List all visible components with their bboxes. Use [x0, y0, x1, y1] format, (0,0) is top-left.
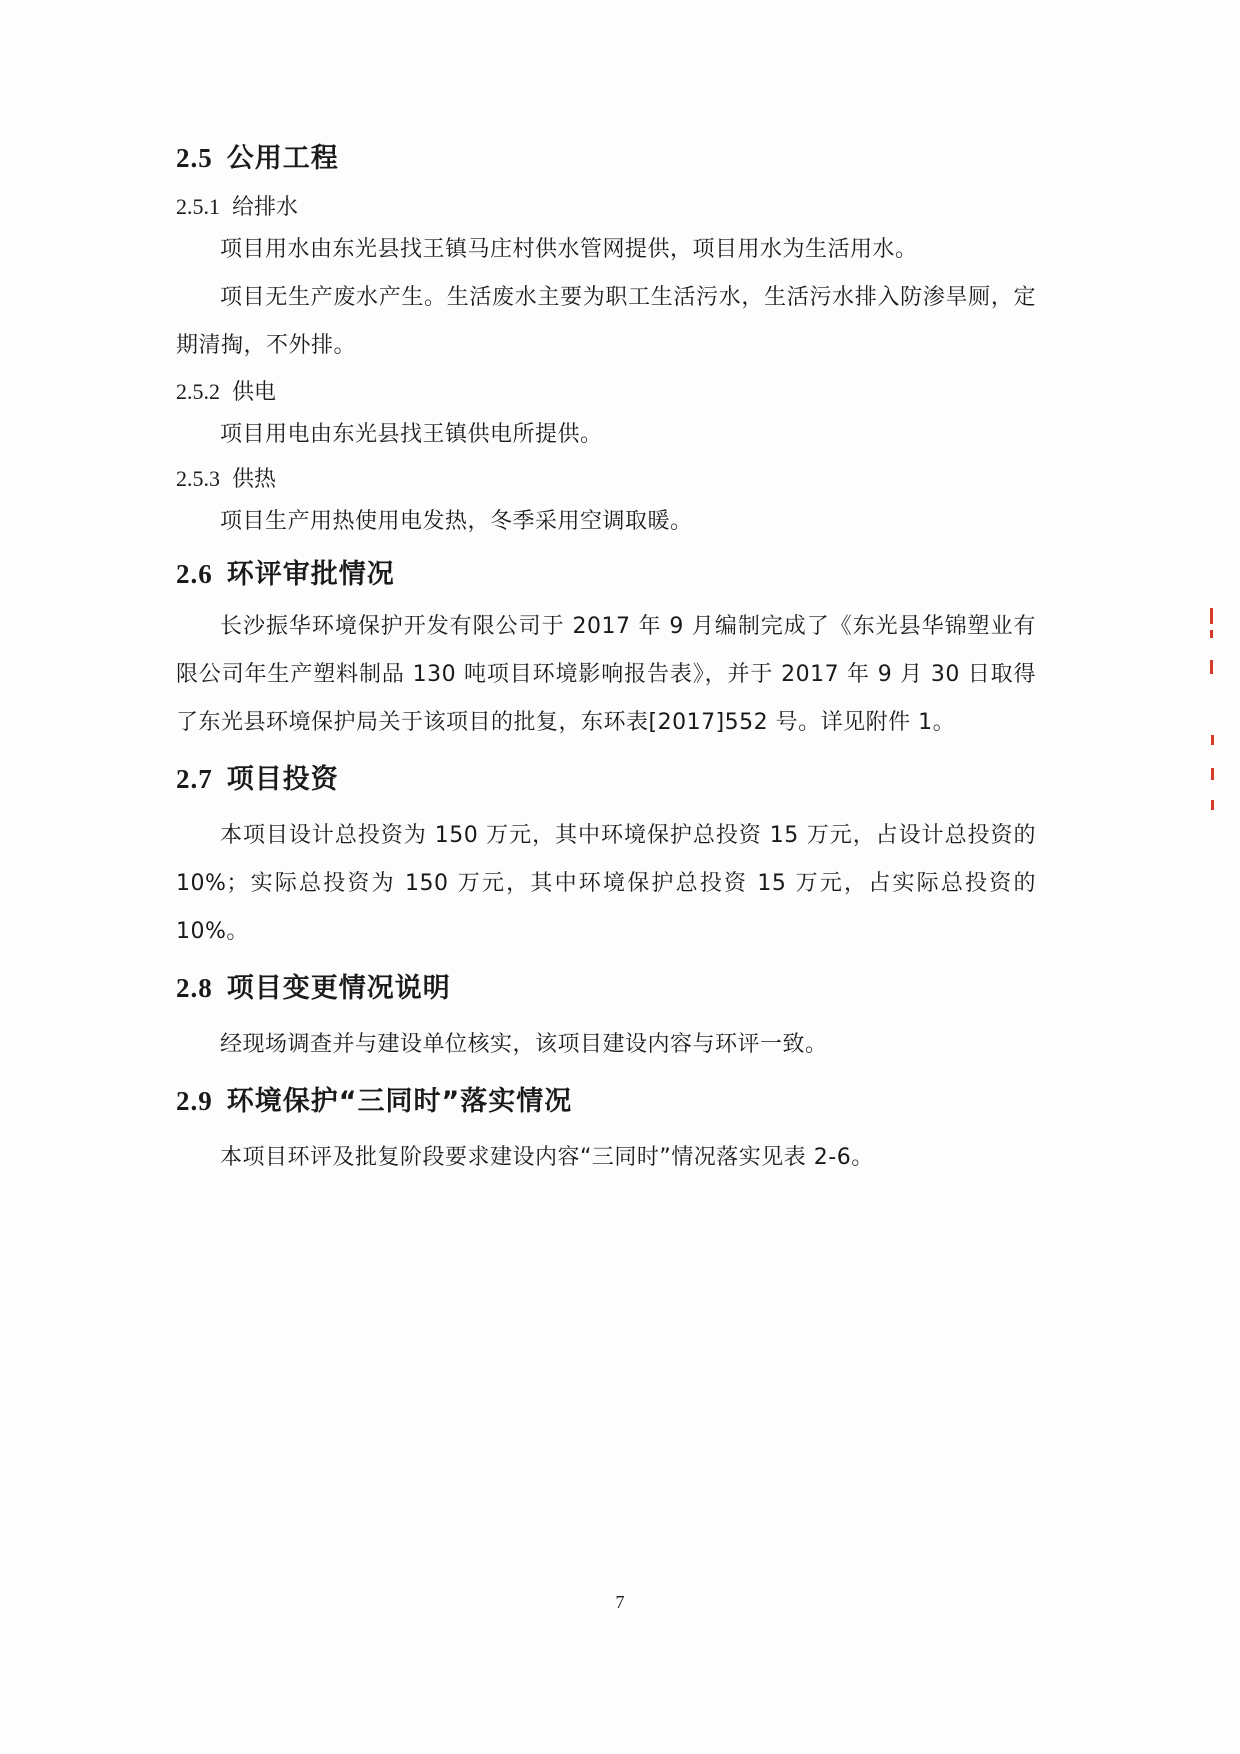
- page-number: 7: [615, 1592, 625, 1612]
- section-2-9-heading: [176, 1081, 1036, 1122]
- paragraph: 本项目环评及批复阶段要求建设内容“三同时”情况落实见表 2-6。: [220, 1145, 874, 1170]
- section-number: 2.5: [176, 143, 213, 173]
- paragraph: 项目用水由东光县找王镇马庄村供水管网提供，项目用水为生活用水。: [220, 237, 918, 262]
- section-title: 项目变更情况说明: [226, 973, 451, 1004]
- section-2-5-heading: [176, 138, 1036, 179]
- subsection-number: 2.5.1: [176, 194, 220, 219]
- subsection-number: 2.5.3: [176, 466, 220, 491]
- stamp-edge-mark: [1211, 735, 1214, 745]
- subsection-title: 供电: [232, 380, 277, 405]
- stamp-edge-mark: [1210, 630, 1213, 638]
- stamp-edge-mark: [1211, 800, 1214, 810]
- paragraph: 项目生产用热使用电发热，冬季采用空调取暖。: [220, 509, 693, 534]
- subsection-2-5-3-heading: [176, 461, 1036, 498]
- section-2-6-heading: [176, 554, 1036, 595]
- section-number: 2.6: [176, 559, 213, 589]
- section-title: 环境保护“三同时”落实情况: [226, 1086, 573, 1117]
- paragraph: 经现场调查并与建设单位核实，该项目建设内容与环评一致。: [220, 1032, 828, 1057]
- section-title: 环评审批情况: [226, 559, 395, 590]
- paragraph: 长沙振华环境保护开发有限公司于 2017 年 9 月编制完成了《东光县华锦塑业有限公司年生产塑料制品 130 吨项目环境影响报告表》，并于 2017 年 9 月 30 日取得了东光县环境保护局关于该项目的批复，东环表[2017]552 号。详见附件 1。: [176, 614, 1036, 735]
- paragraph: 项目无生产废水产生。生活废水主要为职工生活污水，生活污水排入防渗旱厕，定期清掏，不外排。: [176, 285, 1036, 358]
- subsection-title: 供热: [232, 467, 277, 492]
- stamp-edge-mark: [1210, 608, 1213, 624]
- section-title: 公用工程: [226, 143, 339, 174]
- subsection-title: 给排水: [232, 195, 299, 220]
- stamp-edge-mark: [1210, 660, 1213, 674]
- section-2-8-heading: [176, 968, 1036, 1009]
- document-body: [176, 138, 1036, 1182]
- subsection-number: 2.5.2: [176, 379, 220, 404]
- section-title: 项目投资: [226, 764, 339, 795]
- subsection-2-5-1-heading: [176, 189, 1036, 226]
- section-2-7-heading: [176, 759, 1036, 800]
- section-number: 2.7: [176, 764, 213, 794]
- section-number: 2.9: [176, 1086, 213, 1116]
- stamp-edge-mark: [1211, 768, 1214, 780]
- subsection-2-5-2-heading: [176, 374, 1036, 411]
- paragraph: 项目用电由东光县找王镇供电所提供。: [220, 422, 603, 447]
- paragraph: 本项目设计总投资为 150 万元，其中环境保护总投资 15 万元，占设计总投资的 10%；实际总投资为 150 万元，其中环境保护总投资 15 万元，占实际总投资的 10%。: [176, 823, 1036, 944]
- section-number: 2.8: [176, 973, 213, 1003]
